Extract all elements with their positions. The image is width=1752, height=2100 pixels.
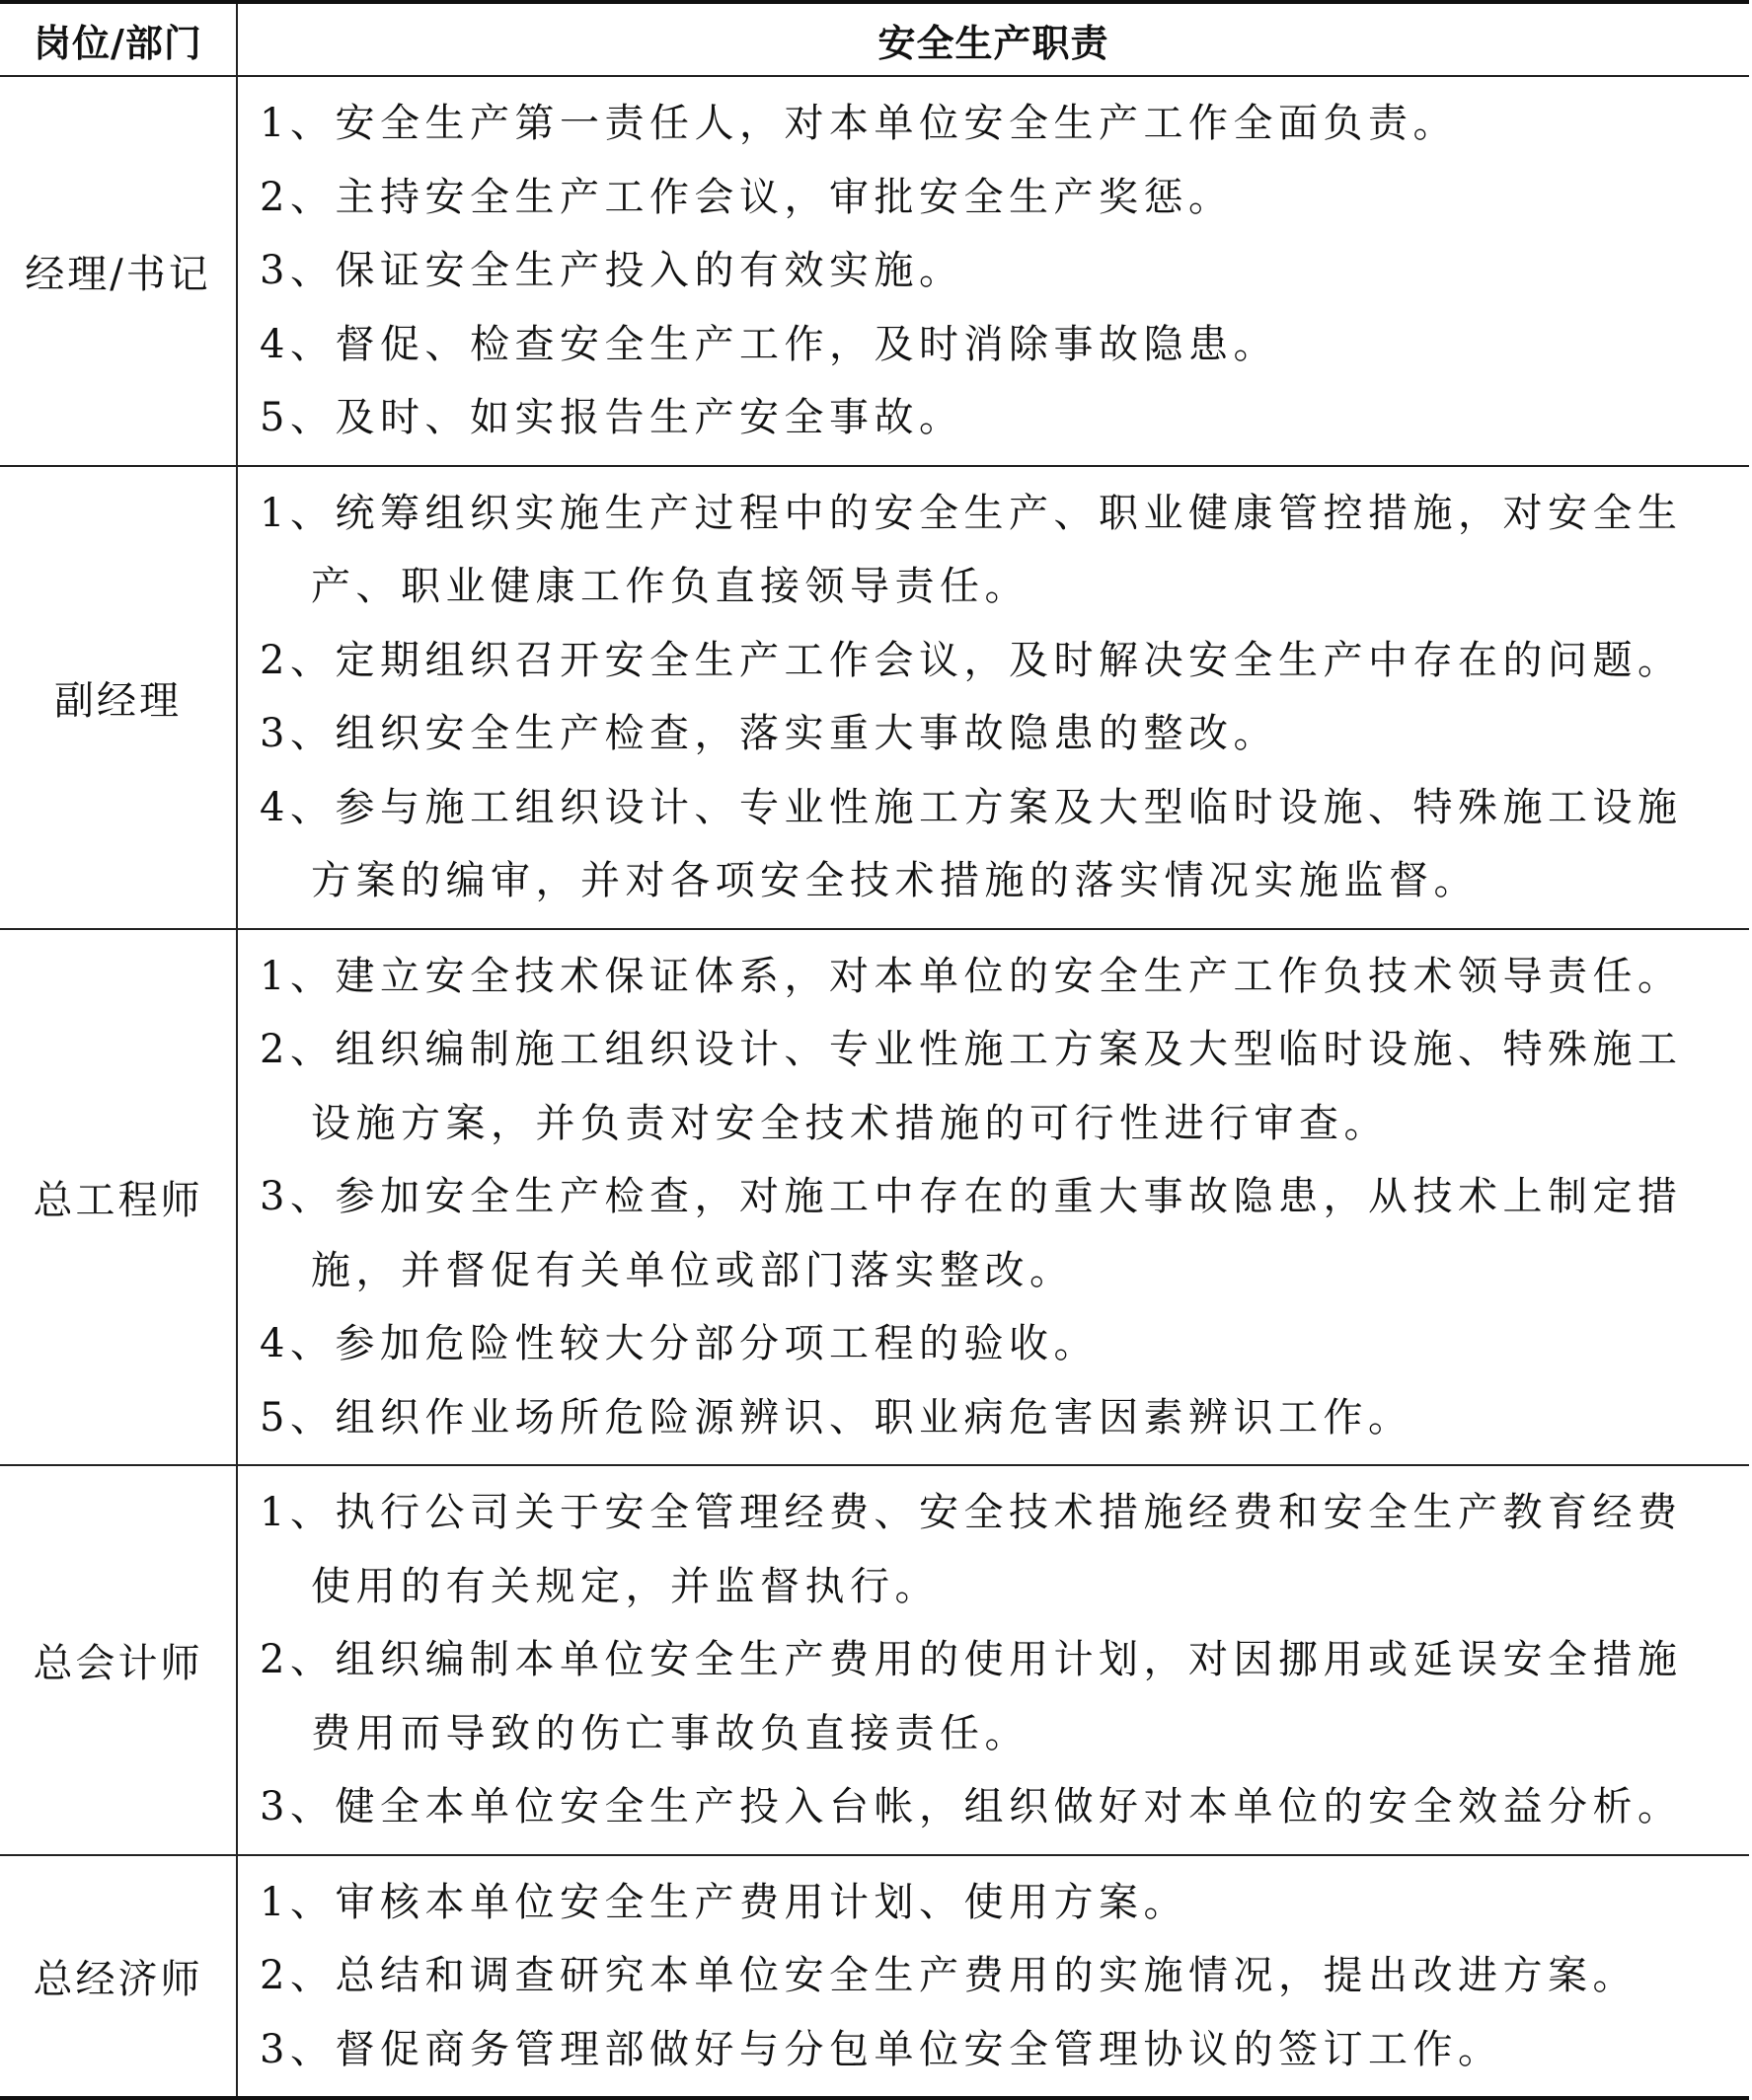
duty-item: 4、参与施工组织设计、专业性施工方案及大型临时设施、特殊施工设施方案的编审，并对各项安全技术措施的落实情况实施监督。 xyxy=(260,784,1683,903)
duty-item: 3、健全本单位安全生产投入台帐，组织做好对本单位的安全效益分析。 xyxy=(260,1784,1683,1829)
table-row xyxy=(0,929,1749,1466)
duty-item: 5、组织作业场所危险源辨识、职业病危害因素辨识工作。 xyxy=(260,1394,1413,1440)
duty-item: 3、保证安全生产投入的有效实施。 xyxy=(260,248,964,293)
table-row xyxy=(0,1855,1749,2099)
table-row xyxy=(0,466,1749,929)
department-cell: 总工程师 xyxy=(0,929,237,1466)
duty-item: 1、建立安全技术保证体系，对本单位的安全生产工作负技术领导责任。 xyxy=(260,953,1683,999)
header-responsibilities: 安全生产职责 xyxy=(237,2,1749,76)
duty-item: 2、定期组织召开安全生产工作会议，及时解决安全生产中存在的问题。 xyxy=(260,637,1683,683)
department-cell: 副经理 xyxy=(0,466,237,929)
duty-item: 3、参加安全生产检查，对施工中存在的重大事故隐患，从技术上制定措施，并督促有关单位或部门落实整改。 xyxy=(260,1174,1683,1293)
duty-item: 1、统筹组织实施生产过程中的安全生产、职业健康管控措施，对安全生产、职业健康工作负直接领导责任。 xyxy=(260,490,1683,609)
duty-item: 1、审核本单位安全生产费用计划、使用方案。 xyxy=(260,1879,1188,1925)
responsibilities-cell xyxy=(237,76,1749,466)
table-row xyxy=(0,76,1749,466)
responsibilities-cell xyxy=(237,466,1749,929)
duty-item: 3、督促商务管理部做好与分包单位安全管理协议的签订工作。 xyxy=(260,2026,1503,2072)
duty-item: 1、执行公司关于安全管理经费、安全技术措施经费和安全生产教育经费使用的有关规定，并监督执行。 xyxy=(260,1490,1683,1609)
duty-item: 2、总结和调查研究本单位安全生产费用的实施情况，提出改进方案。 xyxy=(260,1953,1638,1998)
duty-item: 3、组织安全生产检查，落实重大事故隐患的整改。 xyxy=(260,711,1278,756)
duty-item: 5、及时、如实报告生产安全事故。 xyxy=(260,395,964,440)
table-header-row xyxy=(0,2,1749,76)
department-cell: 总会计师 xyxy=(0,1465,237,1855)
responsibilities-cell xyxy=(237,929,1749,1466)
responsibilities-cell xyxy=(237,1855,1749,2099)
responsibilities-cell xyxy=(237,1465,1749,1855)
department-cell: 经理/书记 xyxy=(0,76,237,466)
department-cell: 总经济师 xyxy=(0,1855,237,2099)
duty-item: 2、组织编制施工组织设计、专业性施工方案及大型临时设施、特殊施工设施方案，并负责对安全技术措施的可行性进行审查。 xyxy=(260,1027,1683,1146)
header-department: 岗位/部门 xyxy=(0,2,237,76)
table-row xyxy=(0,1465,1749,1855)
duty-item: 4、参加危险性较大分部分项工程的验收。 xyxy=(260,1321,1099,1366)
duty-item: 1、安全生产第一责任人，对本单位安全生产工作全面负责。 xyxy=(260,101,1458,146)
duty-item: 4、督促、检查安全生产工作，及时消除事故隐患。 xyxy=(260,321,1278,367)
duty-item: 2、组织编制本单位安全生产费用的使用计划，对因挪用或延误安全措施费用而导致的伤亡事故负直接责任。 xyxy=(260,1637,1683,1756)
duty-item: 2、主持安全生产工作会议，审批安全生产奖惩。 xyxy=(260,174,1234,220)
